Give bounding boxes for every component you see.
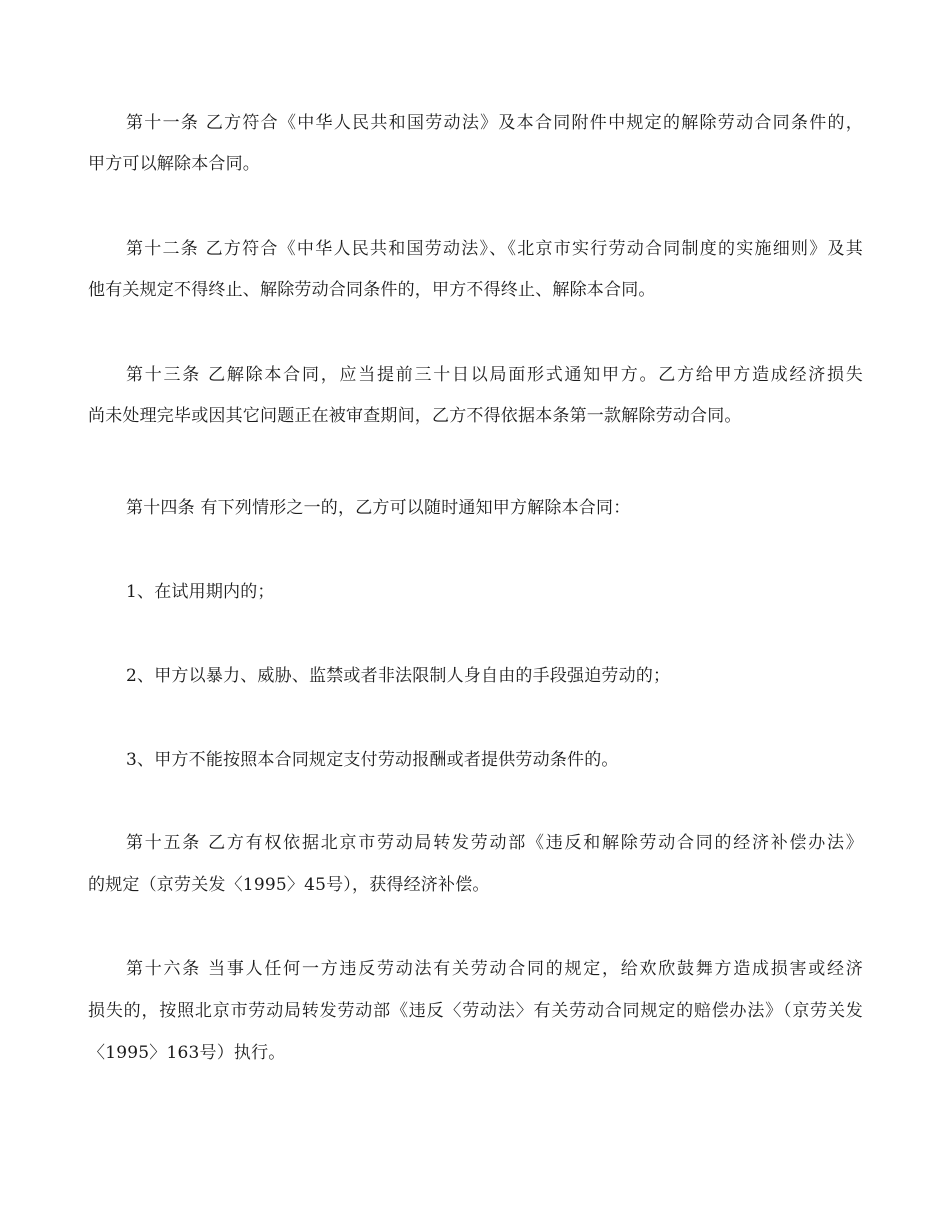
article-14-line-1: 第十四条 有下列情形之一的，乙方可以随时通知甲方解除本合同： (126, 498, 631, 518)
list-item-1: 1、在试用期内的； (126, 582, 275, 602)
article-13-line-1: 第十三条 乙解除本合同，应当提前三十日以局面形式通知甲方。乙方给甲方造成经济损失 (126, 365, 863, 385)
article-13-line-2: 尚未处理完毕或因其它问题正在被审查期间，乙方不得依据本条第一款解除劳动合同。 (88, 406, 742, 426)
list-item-2: 2、甲方以暴力、威胁、监禁或者非法限制人身自由的手段强迫劳动的； (126, 666, 671, 686)
article-16-line-3: 〈1995〉163号）执行。 (88, 1043, 286, 1063)
article-11-line-2: 甲方可以解除本合同。 (88, 154, 260, 174)
list-item-3: 3、甲方不能按照本合同规定支付劳动报酬或者提供劳动条件的。 (126, 750, 619, 770)
article-16-line-2: 损失的，按照北京市劳动局转发劳动部《违反〈劳动法〉有关劳动合同规定的赔偿办法》（京劳关发 (88, 1001, 863, 1021)
article-15-line-1: 第十五条 乙方有权依据北京市劳动局转发劳动部《违反和解除劳动合同的经济补偿办法》 (126, 833, 863, 853)
article-15-line-2: 的规定（京劳关发〈1995〉45号），获得经济补偿。 (88, 875, 490, 895)
article-12-line-1: 第十二条 乙方符合《中华人民共和国劳动法》、《北京市实行劳动合同制度的实施细则》及其 (126, 239, 863, 259)
article-16-line-1: 第十六条 当事人任何一方违反劳动法有关劳动合同的规定，给欢欣鼓舞方造成损害或经济 (126, 959, 863, 979)
article-11-line-1: 第十一条 乙方符合《中华人民共和国劳动法》及本合同附件中规定的解除劳动合同条件的， (126, 113, 863, 133)
article-12-line-2: 他有关规定不得终止、解除劳动合同条件的，甲方不得终止、解除本合同。 (88, 280, 656, 300)
